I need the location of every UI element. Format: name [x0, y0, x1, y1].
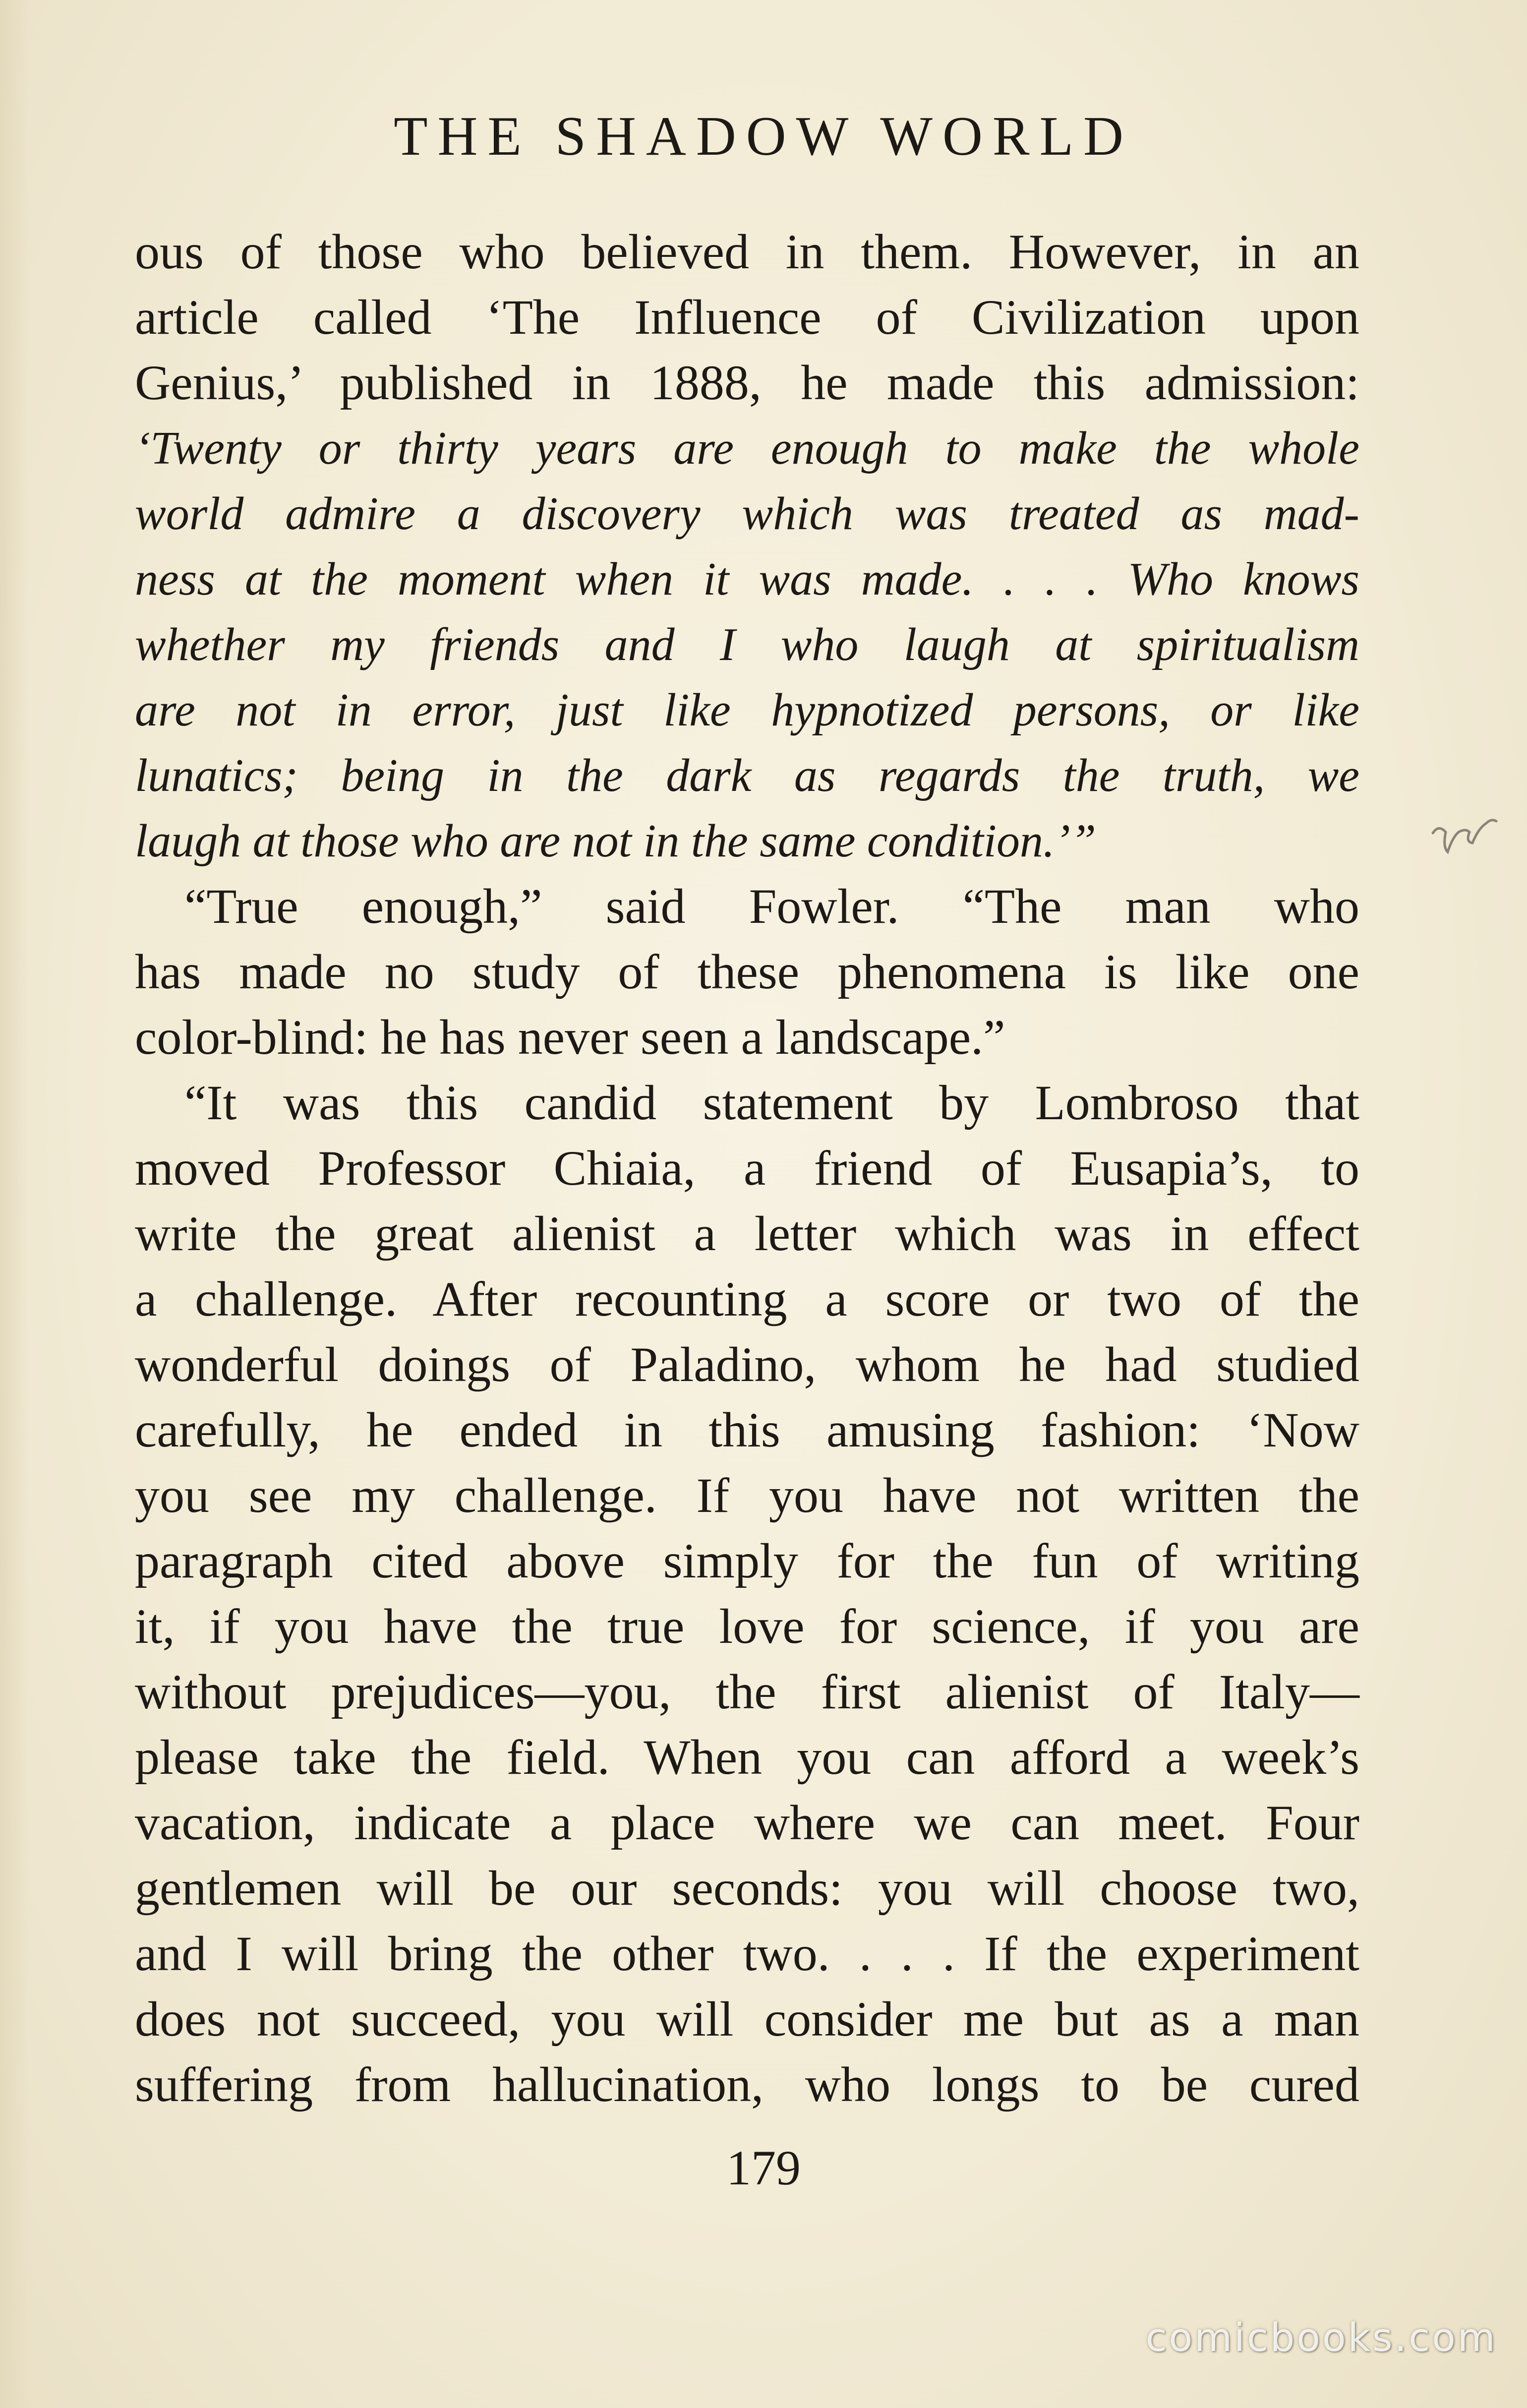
italic-quote-line: ‘Twenty or thirty years are enough to make the whole	[135, 422, 1359, 474]
text-line: paragraph cited above simply for the fun of writing	[135, 1533, 1359, 1588]
text-line: ous of those who believed in them. However, in an	[135, 224, 1359, 279]
text-line: you see my challenge. If you have not written the	[135, 1468, 1359, 1523]
italic-quote-line: whether my friends and I who laugh at spiritualism	[135, 619, 1359, 670]
text-line: gentlemen will be our seconds: you will choose two,	[135, 1861, 1359, 1916]
text-line: suffering from hallucination, who longs to be cured	[135, 2057, 1359, 2112]
text-line: Genius,’ published in 1888, he made this admission:	[135, 355, 1359, 410]
text-line: vacation, indicate a place where we can meet. Four	[135, 1795, 1359, 1850]
body-text	[135, 219, 1359, 2117]
text-line: moved Professor Chiaia, a friend of Eusapia’s, to	[135, 1141, 1359, 1196]
text-line: without prejudices—you, the first alienist of Italy—	[135, 1664, 1359, 1719]
text-line: has made no study of these phenomena is like one	[135, 944, 1359, 999]
text-line: it, if you have the true love for science, if you are	[135, 1599, 1359, 1654]
watermark: comicbooks.com	[1145, 2316, 1497, 2360]
paragraph-first-line: “True enough,” said Fowler. “The man who	[184, 879, 1359, 934]
running-head: THE SHADOW WORLD	[394, 106, 1133, 167]
italic-quote-line: ness at the moment when it was made. . . . Who knows	[135, 553, 1359, 605]
text-line: please take the field. When you can afford a week’s	[135, 1730, 1359, 1785]
text-line: and I will bring the other two. . . . If the experiment	[135, 1926, 1359, 1981]
paragraph-last-line: color-blind: he has never seen a landscape.”	[135, 1010, 1005, 1065]
italic-quote-line: laugh at those who are not in the same condition.’”	[135, 815, 1097, 867]
italic-quote-line: are not in error, just like hypnotized persons, or like	[135, 684, 1359, 736]
italic-quote-line: world admire a discovery which was treated as mad-	[135, 488, 1359, 540]
text-line: article called ‘The Influence of Civilization upon	[135, 290, 1359, 345]
italic-quote-line: lunatics; being in the dark as regards the truth, we	[135, 750, 1359, 801]
text-line: a challenge. After recounting a score or two of the	[135, 1271, 1359, 1326]
text-line: write the great alienist a letter which was in effect	[135, 1206, 1359, 1261]
pencil-margin-mark	[1428, 798, 1512, 878]
text-line: does not succeed, you will consider me but as a man	[135, 1991, 1359, 2047]
page-number: 179	[726, 2140, 801, 2195]
text-line: carefully, he ended in this amusing fashion: ‘Now	[135, 1402, 1359, 1457]
page-edge-shadow	[0, 0, 30, 2408]
paragraph-first-line: “It was this candid statement by Lombroso that	[184, 1075, 1359, 1130]
text-line: wonderful doings of Paladino, whom he had studied	[135, 1337, 1359, 1392]
